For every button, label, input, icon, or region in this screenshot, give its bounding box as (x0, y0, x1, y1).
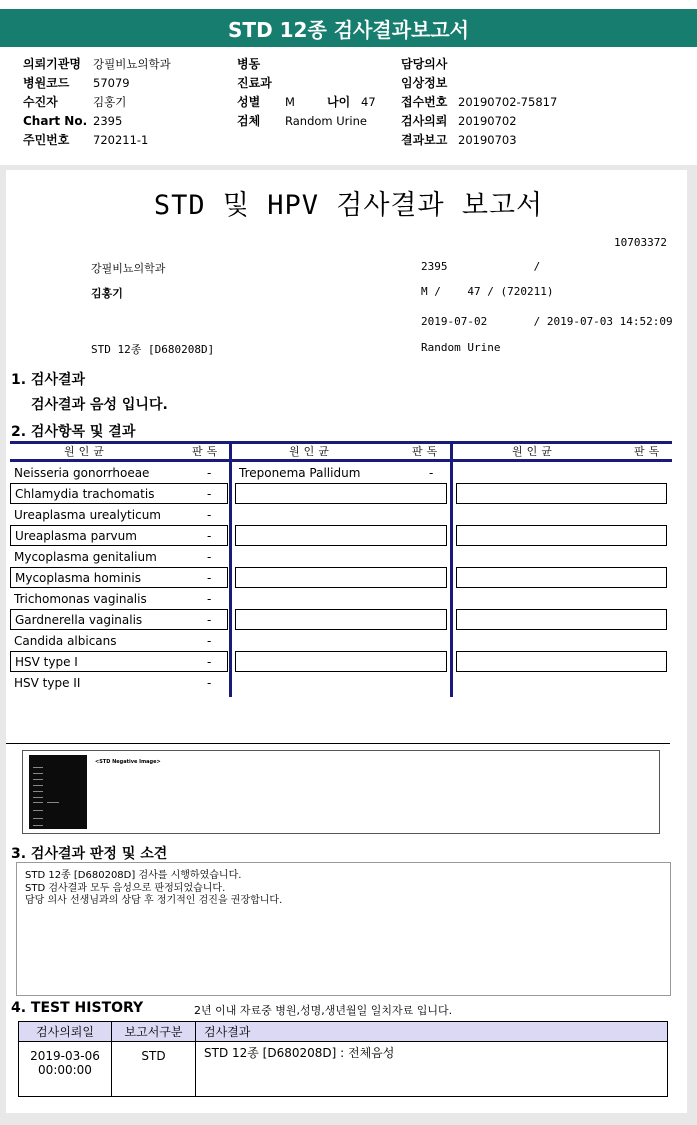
result-row (10, 630, 228, 651)
page-margin-left (0, 170, 6, 1115)
organism-name: Mycoplasma genitalium (14, 549, 157, 564)
organism-name: Neisseria gonorrhoeae (14, 465, 150, 480)
document-number: 10703372 (614, 236, 667, 249)
info-value: 20190702-75817 (458, 95, 558, 109)
empty-row (235, 567, 447, 588)
section-4-heading: 4. TEST HISTORY (11, 1000, 144, 1016)
history-date-cell (19, 1042, 112, 1097)
col-header-judge: 판독 (412, 445, 442, 458)
info-value: M (285, 95, 295, 109)
history-date: 2019-03-06 (30, 1049, 100, 1063)
info-label: Chart No. (23, 114, 88, 128)
organism-name: Ureaplasma parvum (15, 528, 137, 543)
info-value: Random Urine (285, 114, 367, 128)
organism-name: Gardnerella vaginalis (15, 612, 143, 627)
history-time: 00:00:00 (38, 1063, 92, 1077)
result-summary: 검사결과 음성 입니다. (31, 397, 168, 413)
header-title: STD 12종 검사결과보고서 (228, 17, 469, 42)
top-margin (0, 0, 697, 9)
opinion-line: STD 12종 [D680208D] 검사를 시행하였습니다. (25, 870, 242, 881)
history-type: STD (112, 1042, 196, 1097)
col-header-organism: 원인균 (289, 445, 333, 458)
info-label: 병원코드 (23, 76, 70, 90)
section-rule (6, 743, 670, 744)
empty-row (456, 651, 667, 672)
info-label: 의뢰기관명 (23, 57, 81, 71)
request-report-dates: 2019-07-02 / 2019-07-03 14:52:09 (421, 315, 673, 328)
history-col-header: 보고서구분 (112, 1022, 196, 1042)
info-value: 김홍기 (93, 95, 127, 109)
age-value: 47 (361, 95, 376, 109)
table-top-rule (10, 441, 672, 444)
result-row (10, 651, 228, 672)
info-value: 20190702 (458, 114, 517, 128)
age-label: 나이 (327, 95, 351, 109)
result-row (10, 546, 228, 567)
result-row (10, 609, 228, 630)
opinion-line: STD 검사결과 모두 음성으로 판정되었습니다. (25, 882, 226, 894)
history-header-row (19, 1022, 668, 1042)
info-label: 병동 (237, 57, 261, 71)
result-value: - (207, 591, 212, 606)
info-value: 강필비뇨의학과 (93, 57, 171, 71)
organism-name: Candida albicans (14, 633, 117, 648)
report-title: STD 및 HPV 검사결과 보고서 (153, 190, 544, 221)
empty-row (235, 525, 447, 546)
result-row (10, 504, 228, 525)
info-col-1 (23, 55, 171, 150)
info-label: 담당의사 (401, 57, 448, 71)
organism-name: Chlamydia trachomatis (15, 486, 155, 501)
hospital-name: 강필비뇨의학과 (91, 262, 166, 275)
result-value: - (207, 633, 212, 648)
empty-row (235, 651, 447, 672)
info-value: 20190703 (458, 133, 517, 147)
section-2-heading: 2. 검사항목 및 결과 (11, 424, 136, 440)
result-value: - (429, 465, 434, 480)
result-value: - (207, 654, 212, 669)
info-label: 검사의뢰 (401, 114, 448, 128)
opinion-line: 담당 의사 선생님과의 상담 후 정기적인 검진을 권장합니다. (25, 895, 283, 906)
empty-row (235, 609, 447, 630)
col-header-judge: 판독 (192, 445, 222, 458)
page-margin-bottom (0, 1113, 697, 1125)
specimen: Random Urine (421, 341, 501, 354)
empty-row (456, 567, 667, 588)
result-value: - (207, 507, 212, 522)
sex-age: M / 47 / (720211) (421, 285, 554, 298)
test-code: STD 12종 [D680208D] (91, 343, 215, 356)
history-note: 2년 이내 자료중 병원,성명,생년월일 일치자료 입니다. (194, 1004, 453, 1017)
col-header-judge: 판독 (634, 445, 664, 458)
gel-image-box (22, 750, 660, 834)
history-col-header: 검사의뢰일 (19, 1022, 112, 1042)
empty-row (456, 525, 667, 546)
page-divider (0, 165, 697, 170)
organism-name: Trichomonas vaginalis (14, 591, 147, 606)
opinion-box (16, 862, 671, 996)
chart-number: 2395 / (421, 260, 541, 273)
info-label: 주민번호 (23, 133, 70, 147)
result-value: - (207, 570, 212, 585)
col-header-organism: 원인균 (64, 445, 108, 458)
result-value: - (207, 549, 212, 564)
result-row (10, 462, 228, 483)
col-header-organism: 원인균 (512, 445, 556, 458)
page-margin-right (687, 170, 697, 1115)
result-row (10, 588, 228, 609)
organism-name: Ureaplasma urealyticum (14, 507, 161, 522)
info-label: 검체 (237, 114, 261, 128)
organism-name: HSV type II (14, 675, 81, 690)
result-value: - (207, 486, 212, 501)
empty-row (235, 483, 447, 504)
empty-row (456, 483, 667, 504)
result-value: - (207, 528, 212, 543)
history-col-header: 검사결과 (196, 1022, 668, 1042)
column-divider (450, 441, 453, 697)
info-label: 임상정보 (401, 76, 448, 90)
info-label: 수진자 (23, 95, 58, 109)
result-row (10, 483, 228, 504)
result-row (10, 672, 228, 693)
empty-row (456, 609, 667, 630)
history-row (19, 1042, 668, 1097)
patient-name: 김홍기 (91, 287, 123, 300)
info-value: 57079 (93, 76, 130, 90)
info-col-3 (401, 55, 681, 150)
info-label: 성별 (237, 95, 261, 109)
organism-name: Treponema Pallidum (239, 465, 361, 480)
info-label: 결과보고 (401, 133, 448, 147)
column-divider (229, 441, 232, 697)
section-3-heading: 3. 검사결과 판정 및 소견 (11, 846, 168, 862)
result-row (10, 567, 228, 588)
info-col-2 (237, 55, 397, 131)
organism-name: HSV type I (15, 654, 78, 669)
result-row (235, 462, 447, 483)
section-1-heading: 1. 검사결과 (11, 372, 86, 388)
result-value: - (207, 465, 212, 480)
result-row (10, 525, 228, 546)
info-value: 2395 (93, 114, 123, 128)
report-header-bar (0, 9, 697, 47)
info-label: 접수번호 (401, 95, 448, 109)
gel-electrophoresis-image (29, 755, 87, 829)
organism-name: Mycoplasma hominis (15, 570, 141, 585)
image-caption: <STD Negative Image> (95, 759, 161, 765)
result-value: - (207, 675, 212, 690)
history-result: STD 12종 [D680208D] : 전체음성 (196, 1042, 668, 1097)
result-value: - (207, 612, 212, 627)
info-label: 진료과 (237, 76, 272, 90)
info-value: 720211-1 (93, 133, 149, 147)
history-table (18, 1021, 668, 1097)
